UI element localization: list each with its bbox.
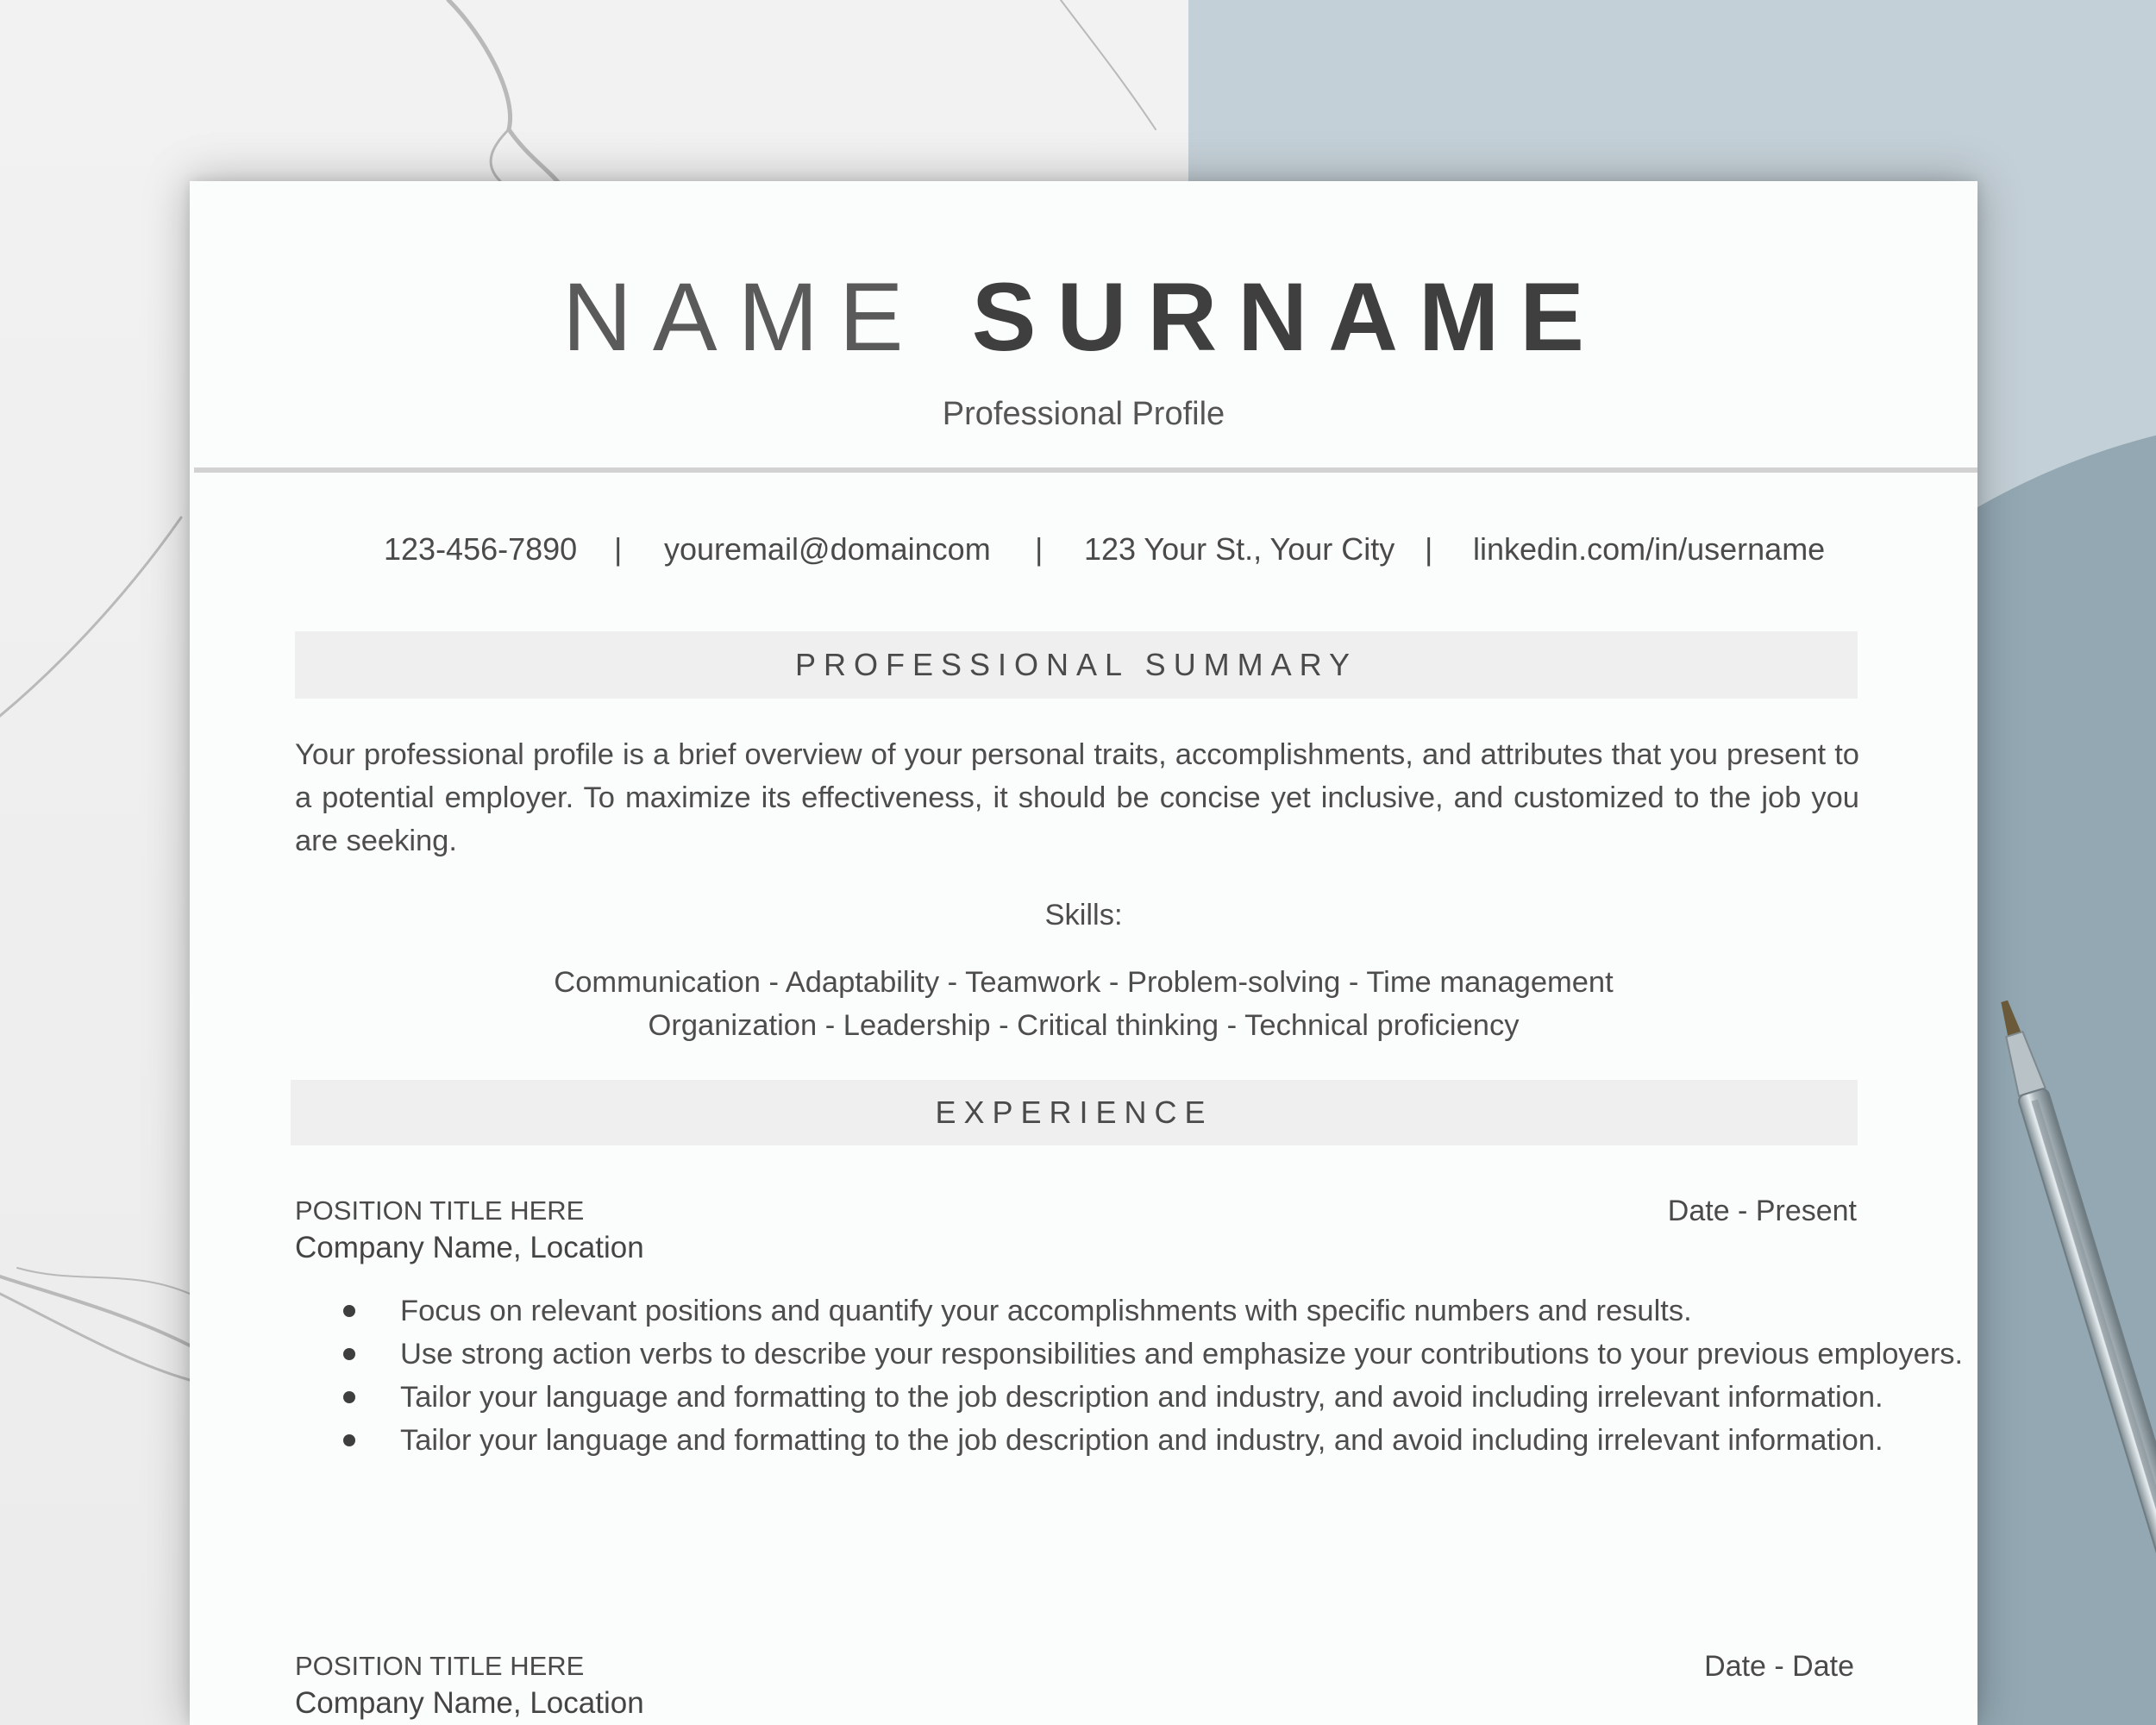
skills-line-2: Organization - Leadership - Critical thinking - Technical proficiency <box>648 1009 1520 1042</box>
header-divider <box>194 467 1977 473</box>
summary-text: Your professional profile is a brief overview of your personal traits, accomplishments, and attributes that you present to a potential employer. To maximize its effectiveness, it should be concise yet inclusive, and customized to the job you are seeking. <box>295 738 1859 857</box>
list-item <box>400 1333 1966 1376</box>
pen-icon <box>1975 1000 2156 1725</box>
job-title: POSITION TITLE HERE <box>295 1195 585 1226</box>
resume-name <box>190 257 1977 378</box>
contact-email: youremail@domaincom <box>664 531 991 567</box>
bullet-icon <box>343 1391 355 1403</box>
contact-separator: | <box>1035 531 1044 567</box>
bullet-icon <box>343 1348 355 1360</box>
contact-address: 123 Your St., Your City <box>1084 531 1395 567</box>
skills-label: Skills: <box>1044 899 1123 932</box>
list-item <box>400 1376 1966 1419</box>
bullet-text: Focus on relevant positions and quantify your accomplishments with specific numbers and results. <box>400 1295 1692 1327</box>
last-name: SURNAME <box>971 263 1605 371</box>
skills-line-1: Communication - Adaptability - Teamwork - Problem-solving - Time management <box>554 966 1614 999</box>
contact-separator: | <box>614 531 623 567</box>
job-date: Date - Present <box>1667 1195 1857 1227</box>
bullet-text: Tailor your language and formatting to the job description and industry, and avoid including irrelevant information. <box>400 1381 1883 1414</box>
contact-separator: | <box>1425 531 1433 567</box>
job-bullet-list <box>400 1289 1966 1462</box>
job-company: Company Name, Location <box>295 1231 644 1264</box>
bullet-text: Tailor your language and formatting to the job description and industry, and avoid including irrelevant information. <box>400 1424 1883 1457</box>
section-heading-experience: EXPERIENCE <box>291 1080 1858 1145</box>
bullet-icon <box>343 1434 355 1446</box>
section-heading-summary: PROFESSIONAL SUMMARY <box>295 631 1858 699</box>
contact-linkedin: linkedin.com/in/username <box>1473 531 1826 567</box>
list-item <box>400 1289 1966 1333</box>
bullet-icon <box>343 1305 355 1317</box>
contact-row <box>190 519 1977 580</box>
first-name: NAME <box>562 263 924 371</box>
job-date: Date - Date <box>1704 1650 1854 1683</box>
job-company: Company Name, Location <box>295 1686 644 1720</box>
contact-phone: 123-456-7890 <box>384 531 578 567</box>
bullet-text: Use strong action verbs to describe your responsibilities and emphasize your contributions to your previous employers. <box>400 1338 1964 1371</box>
resume-subtitle: Professional Profile <box>942 396 1225 432</box>
list-item <box>400 1419 1966 1462</box>
resume-sheet <box>190 181 1977 1725</box>
job-title: POSITION TITLE HERE <box>295 1651 585 1681</box>
